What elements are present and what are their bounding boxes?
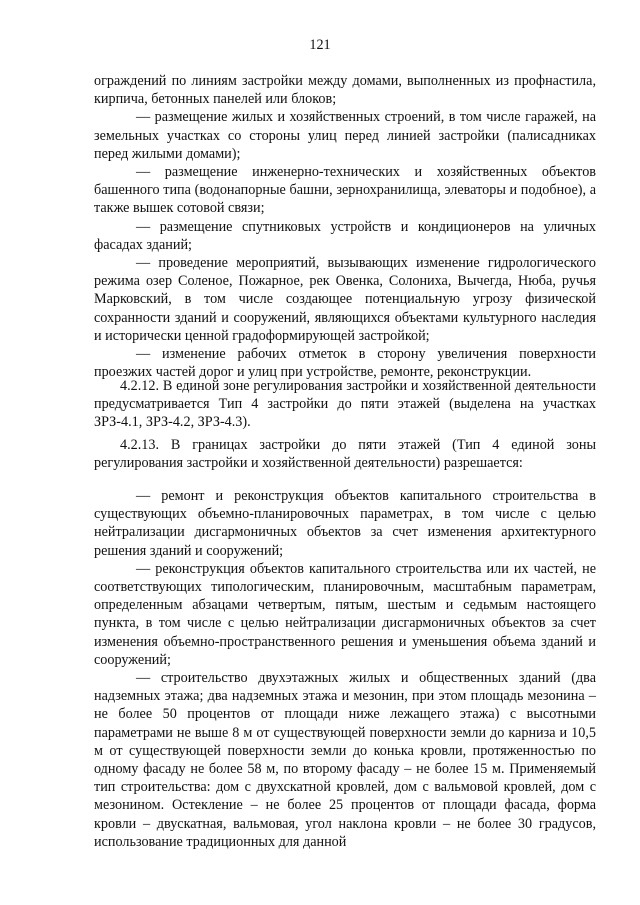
permissions-list — [94, 487, 596, 851]
paragraph-4-2-12 — [94, 377, 596, 432]
list-item: — размещение жилых и хозяйственных строений, в том числе гаражей, на земельных участках со стороны улиц перед линией застройки (палисадниках перед жилыми домами); — [94, 109, 596, 162]
list-item: — изменение рабочих отметок в сторону увеличения поверхности проезжих частей дорог и улиц при устройстве, ремонте, реконструкции. — [94, 346, 596, 381]
list-item: — размещение спутниковых устройств и кондиционеров на уличных фасадах зданий; — [94, 218, 596, 253]
paragraph-4-2-13 — [94, 436, 596, 472]
paragraph-text: 4.2.12. В единой зоне регулирования застройки и хозяйственной деятельности предусматривается Тип 4 застройки до пяти этажей (выделена на участках ЗРЗ-4.1, ЗРЗ-4.2, ЗРЗ-4.3). — [94, 378, 596, 431]
list-item: — ремонт и реконструкция объектов капитального строительства в существующих объемно-планировочных параметрах, в том числе с целью нейтрализации дисгармоничных объектов за счет изменения архитектурного решения зданий и сооружений; — [94, 488, 596, 559]
page-number: 121 — [309, 37, 331, 53]
list-item: ограждений по линиям застройки между домами, выполненных из профнастила, кирпича, бетонных панелей или блоков; — [94, 73, 596, 108]
list-item: — проведение мероприятий, вызывающих изменение гидрологического режима озер Соленое, Пожарное, рек Овенка, Солониха, Вычегда, Нюба, ручья Марковский, в том числе создающее потенциальную угрозу физической сохранности зданий и сооружений, являющихся объектами культурного наследия и исторически ценной градоформирующей застройкой; — [94, 255, 596, 344]
list-item: — реконструкция объектов капитального строительства или их частей, не соответствующих типологическим, планировочным, масштабным параметрам, определенным абзацами четвертым, пятым, шестым и седьмым настоящего пункта, в том числе с целью нейтрализации дисгармоничных объектов за счет изменения объемно-пространственного решения и уменьшения объема зданий и сооружений; — [94, 560, 596, 668]
list-item: — размещение инженерно-технических и хозяйственных объектов башенного типа (водонапорные башни, зернохранилища, элеваторы и подобное), а также вышек сотовой связи; — [94, 164, 596, 217]
paragraph-text: 4.2.13. В границах застройки до пяти этажей (Тип 4 единой зоны регулирования застройки и хозяйственной деятельности) разрешается: — [94, 437, 596, 472]
list-item: — строительство двухэтажных жилых и общественных зданий (два надземных этажа; два надземных этажа и мезонин, при этом площадь мезонина – не более 50 процентов от площади ниже лежащего этажа) с высотными параметрами не выше 8 м от существующей поверхности земли до карниза и 10,5 м от существующей поверхности земли до конька кровли, протяженностью по одному фасаду не более 58 м, по второму фасаду – не более 15 м. Применяемый тип строительства: дом с двухскатной кровлей, дом с вальмовой кровлей, дом с мезонином. Остекление – не более 25 процентов от площади фасада, форма кровли – двускатная, вальмовая, угол наклона кровли – не более 30 градусов, использование традиционных для данной — [94, 670, 596, 850]
restrictions-list — [94, 72, 596, 381]
